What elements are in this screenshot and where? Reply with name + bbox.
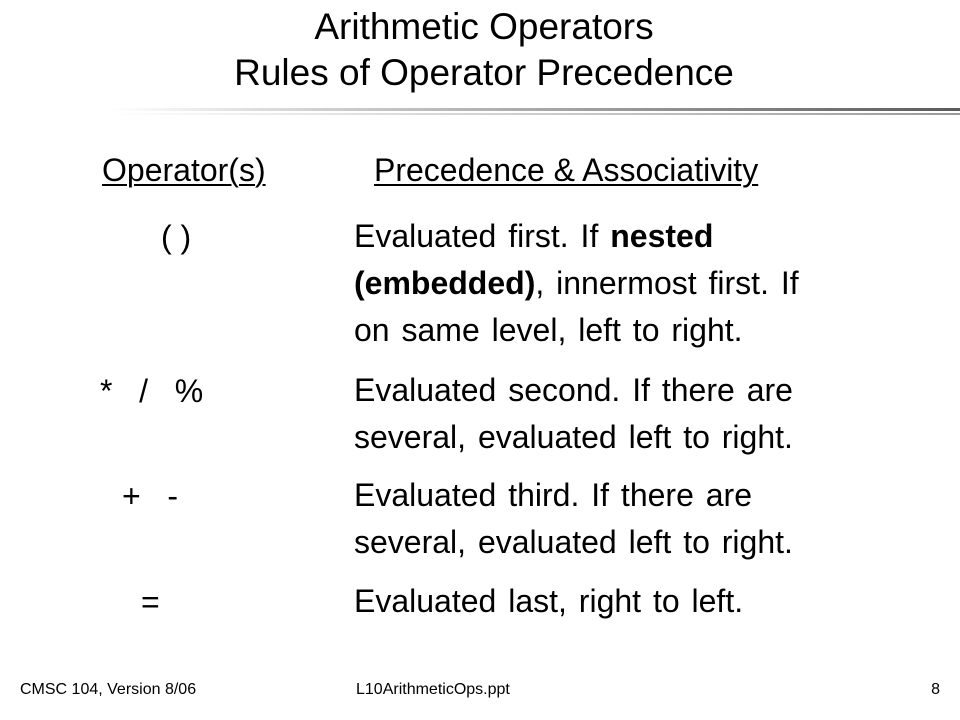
operator-additive: + -	[122, 478, 179, 514]
description-line: several, evaluated left to right.	[354, 524, 793, 560]
footer-course: CMSC 104, Version 8/06	[20, 681, 197, 698]
footer-page-number: 8	[931, 681, 940, 698]
description-line: on same level, left to right.	[354, 312, 743, 348]
header-operators: Operator(s)	[102, 152, 266, 188]
description-line	[354, 213, 944, 260]
title-divider	[110, 108, 960, 118]
operator-assignment: =	[141, 584, 160, 620]
description-multiplicative	[354, 367, 944, 461]
description-additive	[354, 472, 944, 566]
footer-filename: L10ArithmeticOps.ppt	[356, 681, 510, 698]
description-assignment	[354, 578, 944, 625]
description-text: Evaluated first. If	[354, 218, 611, 254]
slide-title	[0, 4, 960, 96]
divider-line-top	[110, 108, 960, 111]
description-line: several, evaluated left to right.	[354, 419, 793, 455]
description-line: Evaluated last, right to left.	[354, 583, 744, 619]
description-line: Evaluated second. If there are	[354, 372, 793, 408]
operator-parentheses: ( )	[161, 219, 192, 255]
description-bold-text: nested	[610, 218, 714, 254]
operator-multiplicative: * / %	[100, 373, 204, 409]
header-precedence: Precedence & Associativity	[374, 152, 759, 188]
title-line-2: Rules of Operator Precedence	[234, 52, 734, 93]
divider-line-bottom	[110, 113, 960, 115]
description-bold-text: (embedded)	[354, 265, 536, 301]
description-line: Evaluated third. If there are	[354, 477, 752, 513]
description-text: , innermost first. If	[535, 265, 799, 301]
title-line-1: Arithmetic Operators	[314, 6, 654, 47]
description-parentheses	[354, 213, 944, 354]
description-line	[354, 260, 944, 307]
